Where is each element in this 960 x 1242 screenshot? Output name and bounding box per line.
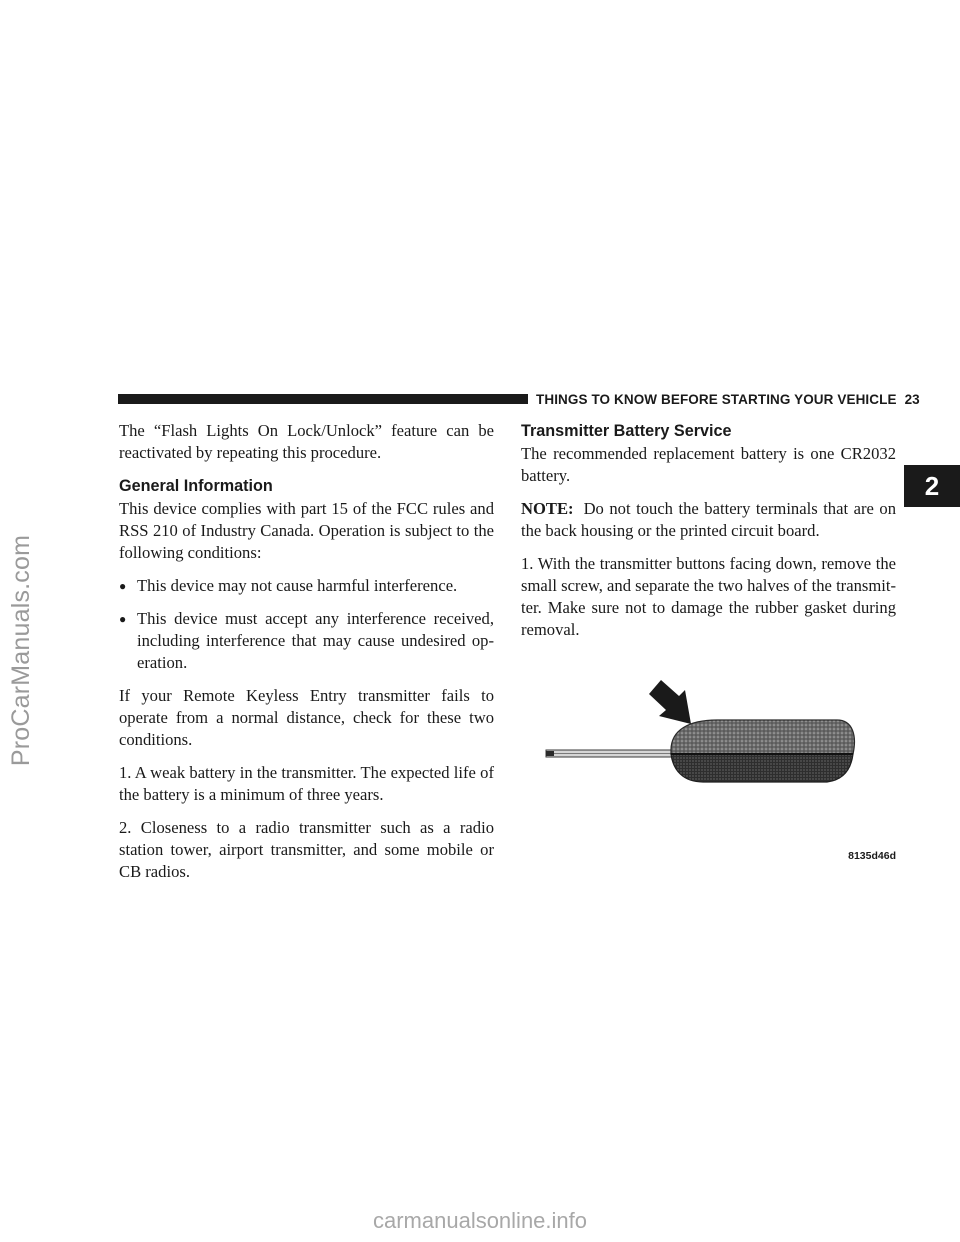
fob-upper-half (671, 720, 854, 754)
bullet-icon: ● (119, 579, 127, 593)
fail-paragraph: If your Remote Keyless Entry transmitter fails to operate from a normal distance, check for these two conditions. (119, 686, 494, 749)
general-information-paragraph: This device complies with part 15 of the FCC rules and RSS 210 of Industry Canada. Operation is subject to the following conditions: (119, 499, 494, 562)
right-column (521, 420, 896, 862)
list-item (119, 575, 494, 597)
note-label: NOTE: (521, 499, 574, 518)
list-item-text: This device may not cause harmful interference. (137, 576, 458, 595)
key-fob-illustration (521, 652, 896, 862)
list-item (119, 608, 494, 674)
figure-code: 8135d46d (848, 850, 896, 862)
intro-paragraph: The “Flash Lights On Lock/Unlock” feature can be reactivated by repeating this procedure. (119, 421, 494, 462)
bottom-watermark: carmanualsonline.info (372, 1208, 588, 1233)
running-head (536, 392, 920, 407)
bullet-icon: ● (119, 612, 127, 626)
arrow-icon (649, 680, 691, 724)
page-number: 23 (904, 392, 920, 407)
header-rule (118, 394, 528, 404)
note-paragraph (521, 498, 896, 542)
general-information-heading: General Information (119, 477, 273, 495)
note-text: Do not touch the battery terminals that are on the back housing or the printed circuit board. (521, 499, 896, 540)
condition-1-paragraph: 1. A weak battery in the transmitter. The expected life of the battery is a minimum of three years. (119, 763, 494, 804)
left-column (119, 420, 494, 894)
condition-2-paragraph: 2. Closeness to a radio transmitter such as a radio station tower, airport transmitter, and some mobile or CB radios. (119, 818, 494, 881)
key-fob-figure (521, 652, 896, 862)
chapter-tab: 2 (904, 465, 960, 507)
running-head-title: THINGS TO KNOW BEFORE STARTING YOUR VEHICLE (536, 392, 897, 407)
battery-paragraph: The recommended replacement battery is one CR2032 battery. (521, 444, 896, 485)
side-watermark (2, 480, 42, 820)
key-blade (546, 750, 678, 757)
transmitter-battery-heading: Transmitter Battery Service (521, 422, 732, 440)
step-1-paragraph: 1. With the transmitter buttons facing down, remove the small screw, and separate the two halves of the transmit- ter. Make sure not to damage the rubber gasket during removal. (521, 554, 896, 639)
side-watermark-text: ProCarManuals.com (7, 534, 36, 766)
conditions-list (119, 575, 494, 674)
list-item-text: This device must accept any interference received, including interference that may cause undesired op- eration. (137, 609, 494, 672)
fob-lower-half (671, 754, 853, 782)
